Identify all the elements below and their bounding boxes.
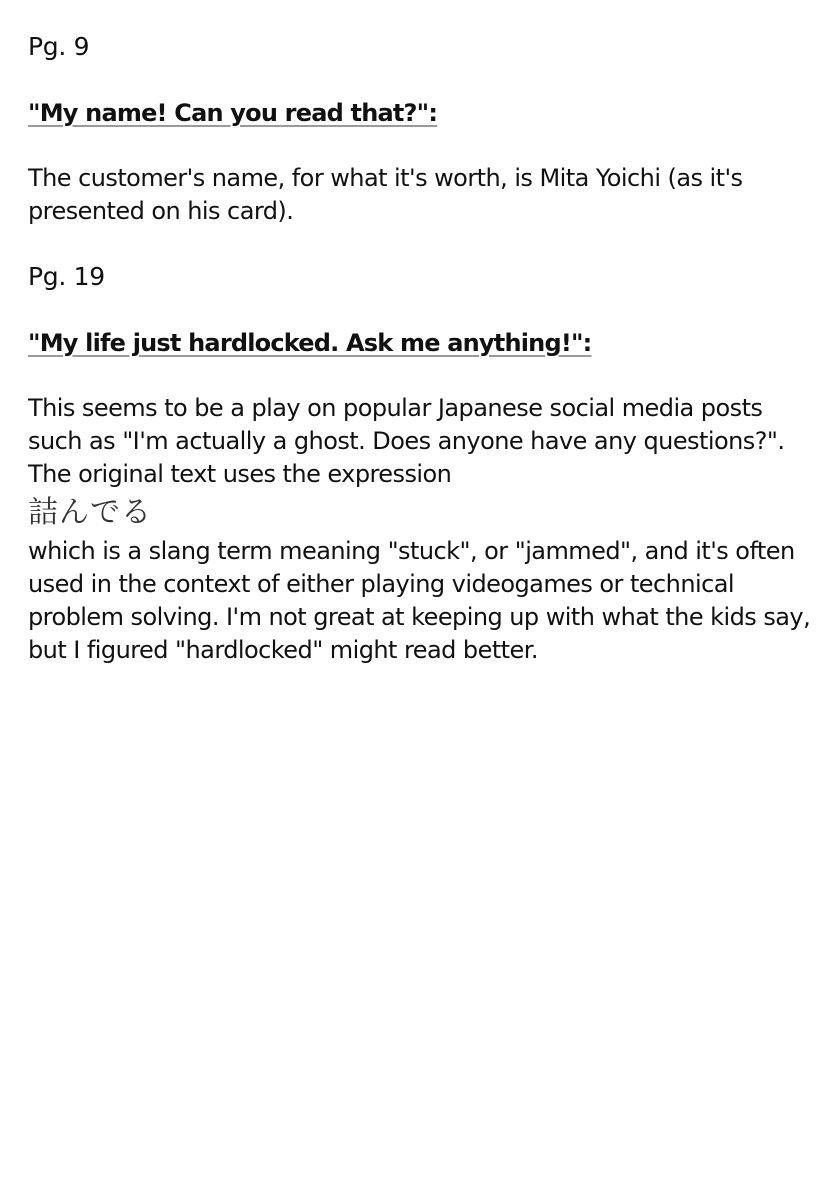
note-body-explanation: which is a slang term meaning "stuck", or "jammed", and it's often used in the context of either playing videogames or technical problem solving. I'm not great at keeping up with what the kids say, but I figured "hardlocked" might read better.	[28, 537, 811, 664]
page-label-19: Pg. 19	[28, 262, 105, 291]
page-label-9: Pg. 9	[28, 32, 90, 61]
japanese-term: 詰んでる	[28, 495, 152, 530]
note-body-hardlocked	[28, 392, 818, 667]
note-body-intro: This seems to be a play on popular Japanese social media posts such as "I'm actually a ghost. Does anyone have any questions?". The original text uses the expression	[28, 394, 785, 488]
note-body-my-name: The customer's name, for what it's worth, is Mita Yoichi (as it's presented on his card).	[28, 164, 743, 225]
note-title-container	[28, 96, 437, 130]
note-title-container	[28, 326, 591, 360]
note-title-hardlocked: "My life just hardlocked. Ask me anything!":	[28, 329, 592, 357]
note-title-my-name: "My name! Can you read that?":	[28, 99, 438, 127]
